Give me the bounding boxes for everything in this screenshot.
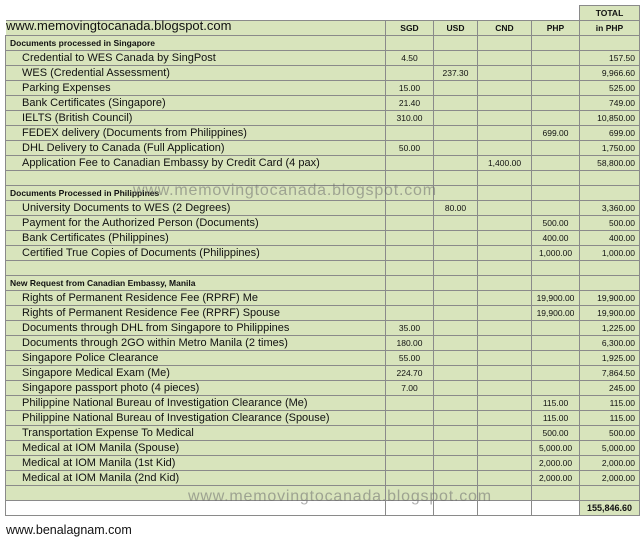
value-total: 19,900.00 [580,291,640,306]
section-title: Documents Processed in Philippines [6,186,386,201]
table-row [6,216,640,231]
value-total: 245.00 [580,381,640,396]
value-cnd [478,126,532,141]
table-row [6,51,640,66]
value-cnd [478,66,532,81]
row-label: Singapore passport photo (4 pieces) [6,381,386,396]
value-usd [434,411,478,426]
blank-cell [434,186,478,201]
table-row [6,306,640,321]
row-label: Payment for the Authorized Person (Documents) [6,216,386,231]
blank-cell [532,186,580,201]
table-row [6,321,640,336]
row-label: Singapore Medical Exam (Me) [6,366,386,381]
value-cnd [478,291,532,306]
value-usd [434,141,478,156]
value-total: 115.00 [580,411,640,426]
value-php [532,66,580,81]
table-row [6,66,640,81]
value-cnd [478,456,532,471]
row-label: Transportation Expense To Medical [6,426,386,441]
blank-cell [580,171,640,186]
blank-cell [532,261,580,276]
value-usd [434,96,478,111]
value-usd [434,51,478,66]
value-sgd [386,246,434,261]
value-php [532,111,580,126]
row-label: Medical at IOM Manila (Spouse) [6,441,386,456]
value-cnd [478,96,532,111]
value-total: 525.00 [580,81,640,96]
value-sgd [386,456,434,471]
column-header-total: in PHP [580,21,640,36]
row-label: IELTS (British Council) [6,111,386,126]
value-usd [434,456,478,471]
value-cnd [478,336,532,351]
value-sgd [386,216,434,231]
value-usd [434,246,478,261]
blank-cell [478,276,532,291]
row-label: Parking Expenses [6,81,386,96]
value-php [532,141,580,156]
value-usd [434,156,478,171]
table-row [6,471,640,486]
value-php: 5,000.00 [532,441,580,456]
site-url-bottom: www.benalagnam.com [6,523,132,537]
value-php: 2,000.00 [532,456,580,471]
table-row [6,81,640,96]
value-sgd [386,231,434,246]
row-label: Rights of Permanent Residence Fee (RPRF) Spouse [6,306,386,321]
blank-cell [6,261,386,276]
value-php: 699.00 [532,126,580,141]
value-sgd [386,426,434,441]
value-cnd [478,216,532,231]
value-sgd [386,441,434,456]
value-cnd [478,321,532,336]
table-row [6,411,640,426]
blank-cell [532,171,580,186]
row-label: University Documents to WES (2 Degrees) [6,201,386,216]
row-label: Singapore Police Clearance [6,351,386,366]
blank-cell [478,171,532,186]
table-row [6,396,640,411]
section-header-row [6,36,640,51]
value-usd [434,216,478,231]
blank-cell [478,486,532,501]
blank-cell [478,261,532,276]
blank-cell [6,486,386,501]
row-label: FEDEX delivery (Documents from Philippines) [6,126,386,141]
blank-row [6,261,640,276]
blank-cell [532,36,580,51]
section-title: Documents processed in Singapore [6,36,386,51]
blank-cell [434,486,478,501]
value-cnd [478,366,532,381]
value-sgd [386,396,434,411]
total-header-line1: TOTAL [580,6,640,21]
value-cnd [478,426,532,441]
value-cnd [478,81,532,96]
blank-cell [478,36,532,51]
value-sgd [386,411,434,426]
value-php [532,381,580,396]
value-usd [434,231,478,246]
row-label: Application Fee to Canadian Embassy by Credit Card (4 pax) [6,156,386,171]
value-sgd: 7.00 [386,381,434,396]
value-php [532,96,580,111]
value-php [532,336,580,351]
blank-row [6,486,640,501]
value-total: 7,864.50 [580,366,640,381]
blank-cell [6,171,386,186]
section-header-row [6,186,640,201]
section-title: New Request from Canadian Embassy, Manila [6,276,386,291]
value-total: 3,360.00 [580,201,640,216]
value-sgd: 310.00 [386,111,434,126]
table-row [6,246,640,261]
value-php [532,81,580,96]
blank-cell [532,276,580,291]
value-total: 2,000.00 [580,456,640,471]
value-sgd: 21.40 [386,96,434,111]
blank-cell [434,276,478,291]
value-total: 19,900.00 [580,306,640,321]
value-php [532,366,580,381]
blank-row [6,171,640,186]
value-usd [434,426,478,441]
row-label: Documents through 2GO within Metro Manila (2 times) [6,336,386,351]
grand-total-row [6,501,640,516]
value-cnd [478,411,532,426]
value-usd [434,396,478,411]
value-php: 19,900.00 [532,291,580,306]
value-usd [434,291,478,306]
table-row [6,456,640,471]
value-cnd [478,471,532,486]
value-cnd [478,111,532,126]
row-label: Medical at IOM Manila (1st Kid) [6,456,386,471]
table-row [6,351,640,366]
value-total: 5,000.00 [580,441,640,456]
value-total: 699.00 [580,126,640,141]
value-total: 10,850.00 [580,111,640,126]
row-label: Bank Certificates (Philippines) [6,231,386,246]
value-php [532,321,580,336]
value-cnd [478,381,532,396]
value-sgd [386,306,434,321]
value-usd: 80.00 [434,201,478,216]
value-php [532,51,580,66]
value-usd: 237.30 [434,66,478,81]
site-url-top: www.memovingtocanada.blogspot.com [6,18,232,33]
value-php [532,156,580,171]
value-sgd: 224.70 [386,366,434,381]
value-total: 115.00 [580,396,640,411]
blank-cell [386,276,434,291]
table-row [6,111,640,126]
watermark-middle: www.memovingtocanada.blogspot.com [133,182,437,199]
table-row [6,381,640,396]
value-php [532,201,580,216]
row-label: Rights of Permanent Residence Fee (RPRF) Me [6,291,386,306]
blank-cell [580,261,640,276]
value-cnd [478,201,532,216]
value-sgd [386,201,434,216]
value-total: 1,225.00 [580,321,640,336]
blank-cell [478,501,532,516]
value-php: 1,000.00 [532,246,580,261]
grand-total-value: 155,846.60 [580,501,640,516]
row-label: Credential to WES Canada by SingPost [6,51,386,66]
value-total: 58,800.00 [580,156,640,171]
value-total: 9,966.60 [580,66,640,81]
column-header-usd: USD [434,21,478,36]
column-header-php: PHP [532,21,580,36]
value-php [532,351,580,366]
value-total: 1,000.00 [580,246,640,261]
table-row [6,336,640,351]
value-sgd: 35.00 [386,321,434,336]
value-total: 1,925.00 [580,351,640,366]
value-usd [434,321,478,336]
table-row [6,141,640,156]
row-label: Philippine National Bureau of Investigation Clearance (Me) [6,396,386,411]
table-row [6,126,640,141]
value-cnd [478,306,532,321]
value-usd [434,81,478,96]
value-sgd [386,126,434,141]
value-usd [434,381,478,396]
value-total: 6,300.00 [580,336,640,351]
table-row [6,156,640,171]
blank-cell [478,186,532,201]
column-header-sgd: SGD [386,21,434,36]
value-usd [434,336,478,351]
table-row [6,96,640,111]
blank-cell [434,501,478,516]
value-cnd [478,396,532,411]
table-row [6,426,640,441]
value-total: 500.00 [580,216,640,231]
blank-cell [532,501,580,516]
blank-cell [386,36,434,51]
value-usd [434,111,478,126]
blank-cell [580,186,640,201]
blank-cell [386,486,434,501]
watermark-bottom: www.memovingtocanada.blogspot.com [188,488,492,505]
row-label: DHL Delivery to Canada (Full Application) [6,141,386,156]
section-header-row [6,276,640,291]
blank-cell [386,186,434,201]
value-sgd [386,471,434,486]
value-cnd [478,51,532,66]
value-php: 500.00 [532,426,580,441]
value-sgd: 15.00 [386,81,434,96]
row-label: WES (Credential Assessment) [6,66,386,81]
blank-cell [532,486,580,501]
value-usd [434,471,478,486]
value-total: 157.50 [580,51,640,66]
value-cnd [478,246,532,261]
value-total: 400.00 [580,231,640,246]
value-sgd: 4.50 [386,51,434,66]
blank-cell [434,171,478,186]
blank-cell [580,276,640,291]
value-cnd [478,351,532,366]
row-label: Bank Certificates (Singapore) [6,96,386,111]
value-cnd [478,231,532,246]
value-php: 400.00 [532,231,580,246]
blank-cell [6,501,386,516]
value-php: 500.00 [532,216,580,231]
value-usd [434,366,478,381]
row-label: Certified True Copies of Documents (Philippines) [6,246,386,261]
expense-table [5,5,640,516]
column-header-cnd: CND [478,21,532,36]
blank-cell [386,171,434,186]
value-usd [434,351,478,366]
row-label: Philippine National Bureau of Investigation Clearance (Spouse) [6,411,386,426]
value-usd [434,126,478,141]
blank-cell [434,261,478,276]
value-total: 749.00 [580,96,640,111]
value-cnd: 1,400.00 [478,156,532,171]
value-usd [434,441,478,456]
value-sgd: 50.00 [386,141,434,156]
value-sgd [386,156,434,171]
blank-cell [580,36,640,51]
value-total: 500.00 [580,426,640,441]
value-cnd [478,441,532,456]
value-sgd: 55.00 [386,351,434,366]
value-php: 115.00 [532,396,580,411]
table-row [6,441,640,456]
value-cnd [478,141,532,156]
blank-cell [580,486,640,501]
table-row [6,231,640,246]
value-usd [434,306,478,321]
table-row [6,201,640,216]
value-sgd [386,291,434,306]
value-total: 2,000.00 [580,471,640,486]
value-php: 2,000.00 [532,471,580,486]
row-label: Documents through DHL from Singapore to Philippines [6,321,386,336]
blank-cell [434,36,478,51]
value-php: 115.00 [532,411,580,426]
value-sgd [386,66,434,81]
value-total: 1,750.00 [580,141,640,156]
table-row [6,366,640,381]
value-php: 19,900.00 [532,306,580,321]
blank-cell [386,261,434,276]
blank-cell [386,501,434,516]
value-sgd: 180.00 [386,336,434,351]
table-row [6,291,640,306]
row-label: Medical at IOM Manila (2nd Kid) [6,471,386,486]
